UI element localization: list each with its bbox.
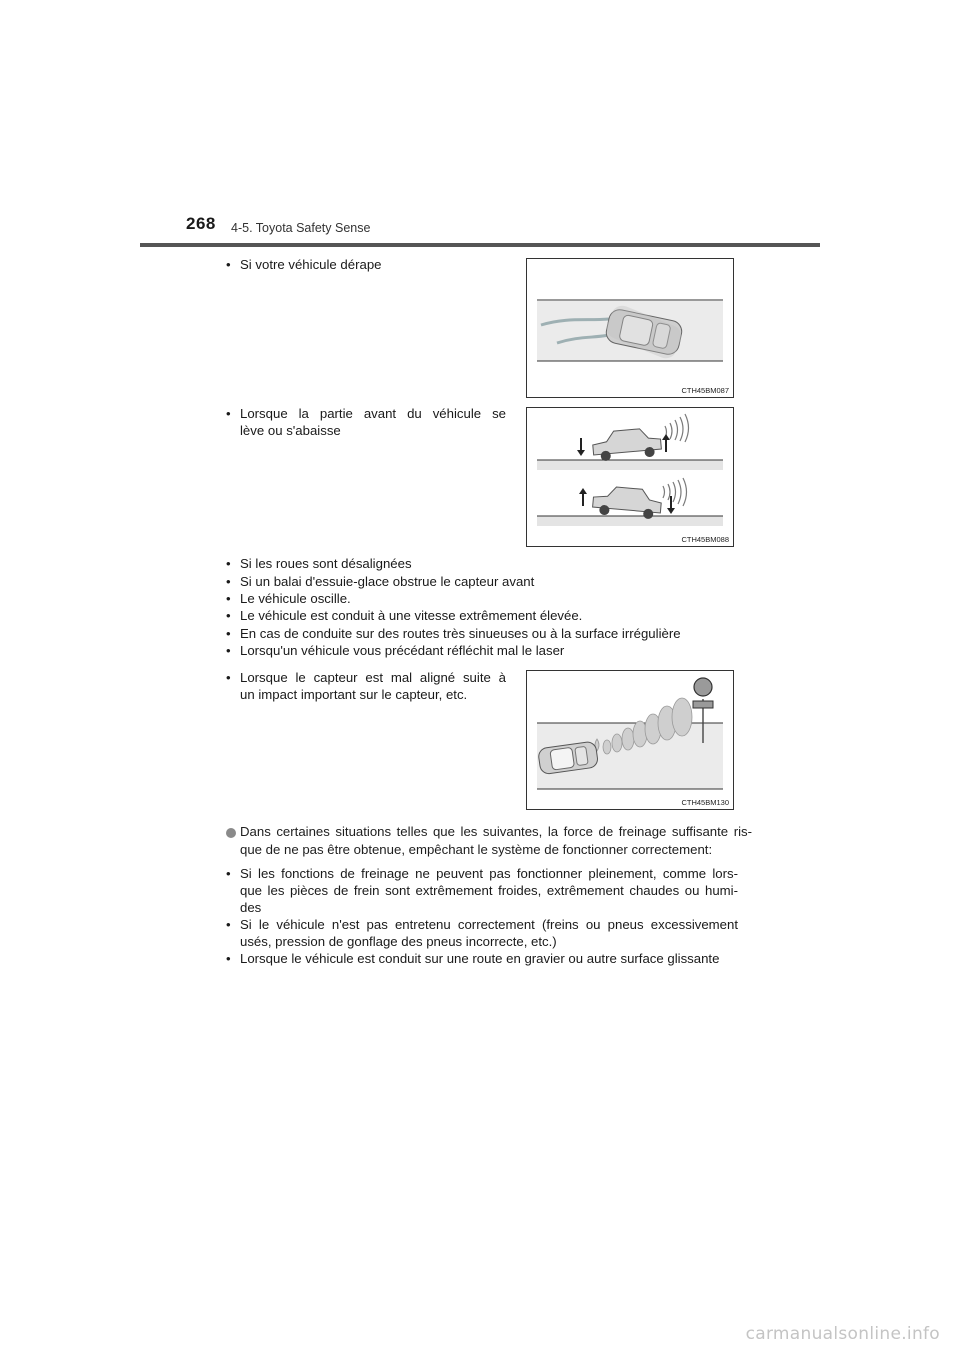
list-item: • Le véhicule oscille. [226, 591, 351, 606]
figure-caption: CTH45BM088 [681, 535, 729, 544]
list-item: • Lorsqu'un véhicule vous précédant réfléchit mal le laser [226, 643, 565, 658]
section-title: 4-5. Toyota Safety Sense [231, 221, 371, 235]
bullet-skid: • Si votre véhicule dérape [226, 257, 382, 272]
figure-skidding-car [526, 258, 734, 398]
watermark[interactable]: carmanualsonline.info [745, 1324, 940, 1344]
bullet-skid-text: Si votre véhicule dérape [240, 257, 382, 272]
list-item: • En cas de conduite sur des routes très sinueuses ou à la surface irrégulière [226, 626, 681, 641]
figure-front-lift [526, 407, 734, 547]
page-number: 268 [186, 214, 216, 233]
braking-intro-2: que de ne pas être obtenue, empêchant le système de fonctionner correctement: [240, 842, 713, 857]
figure-caption: CTH45BM130 [681, 798, 729, 807]
bullet-lift: • Lorsque la partie avant du véhicule se [226, 406, 506, 421]
list-item: • Si les fonctions de freinage ne peuvent pas fonctionner pleinement, comme lors- [226, 866, 738, 881]
list-item: • Si le véhicule n'est pas entretenu correctement (freins ou pneus excessivement [226, 917, 738, 932]
figure-caption: CTH45BM087 [681, 386, 729, 395]
list-item: • Le véhicule est conduit à une vitesse extrêmement élevée. [226, 608, 583, 623]
list-item: • Si un balai d'essuie-glace obstrue le capteur avant [226, 574, 535, 589]
figure-sensor-misaligned [526, 670, 734, 810]
bullet-sensor-text-1: Lorsque le capteur est mal aligné suite à [240, 670, 506, 685]
bullet-lift-text-2: lève ou s'abaisse [240, 423, 341, 438]
header-rule [140, 243, 820, 247]
circle-bullet [226, 828, 236, 838]
list-item-cont: que les pièces de frein sont extrêmement froides, extrêmement chaudes ou humi- [240, 883, 738, 898]
braking-intro-1: Dans certaines situations telles que les suivantes, la force de freinage suffisante ris- [240, 824, 752, 839]
list-item: • Lorsque le véhicule est conduit sur une route en gravier ou autre surface glissante [226, 951, 720, 966]
list-item-cont: des [240, 900, 262, 915]
bullet-sensor-text-2: un impact important sur le capteur, etc. [240, 687, 468, 702]
bullet-lift-text-1: Lorsque la partie avant du véhicule se [240, 406, 506, 421]
bullet-sensor: • Lorsque le capteur est mal aligné suite à [226, 670, 506, 685]
list-item-cont: usés, pression de gonflage des pneus incorrecte, etc.) [240, 934, 557, 949]
list-item: • Si les roues sont désalignées [226, 556, 412, 571]
